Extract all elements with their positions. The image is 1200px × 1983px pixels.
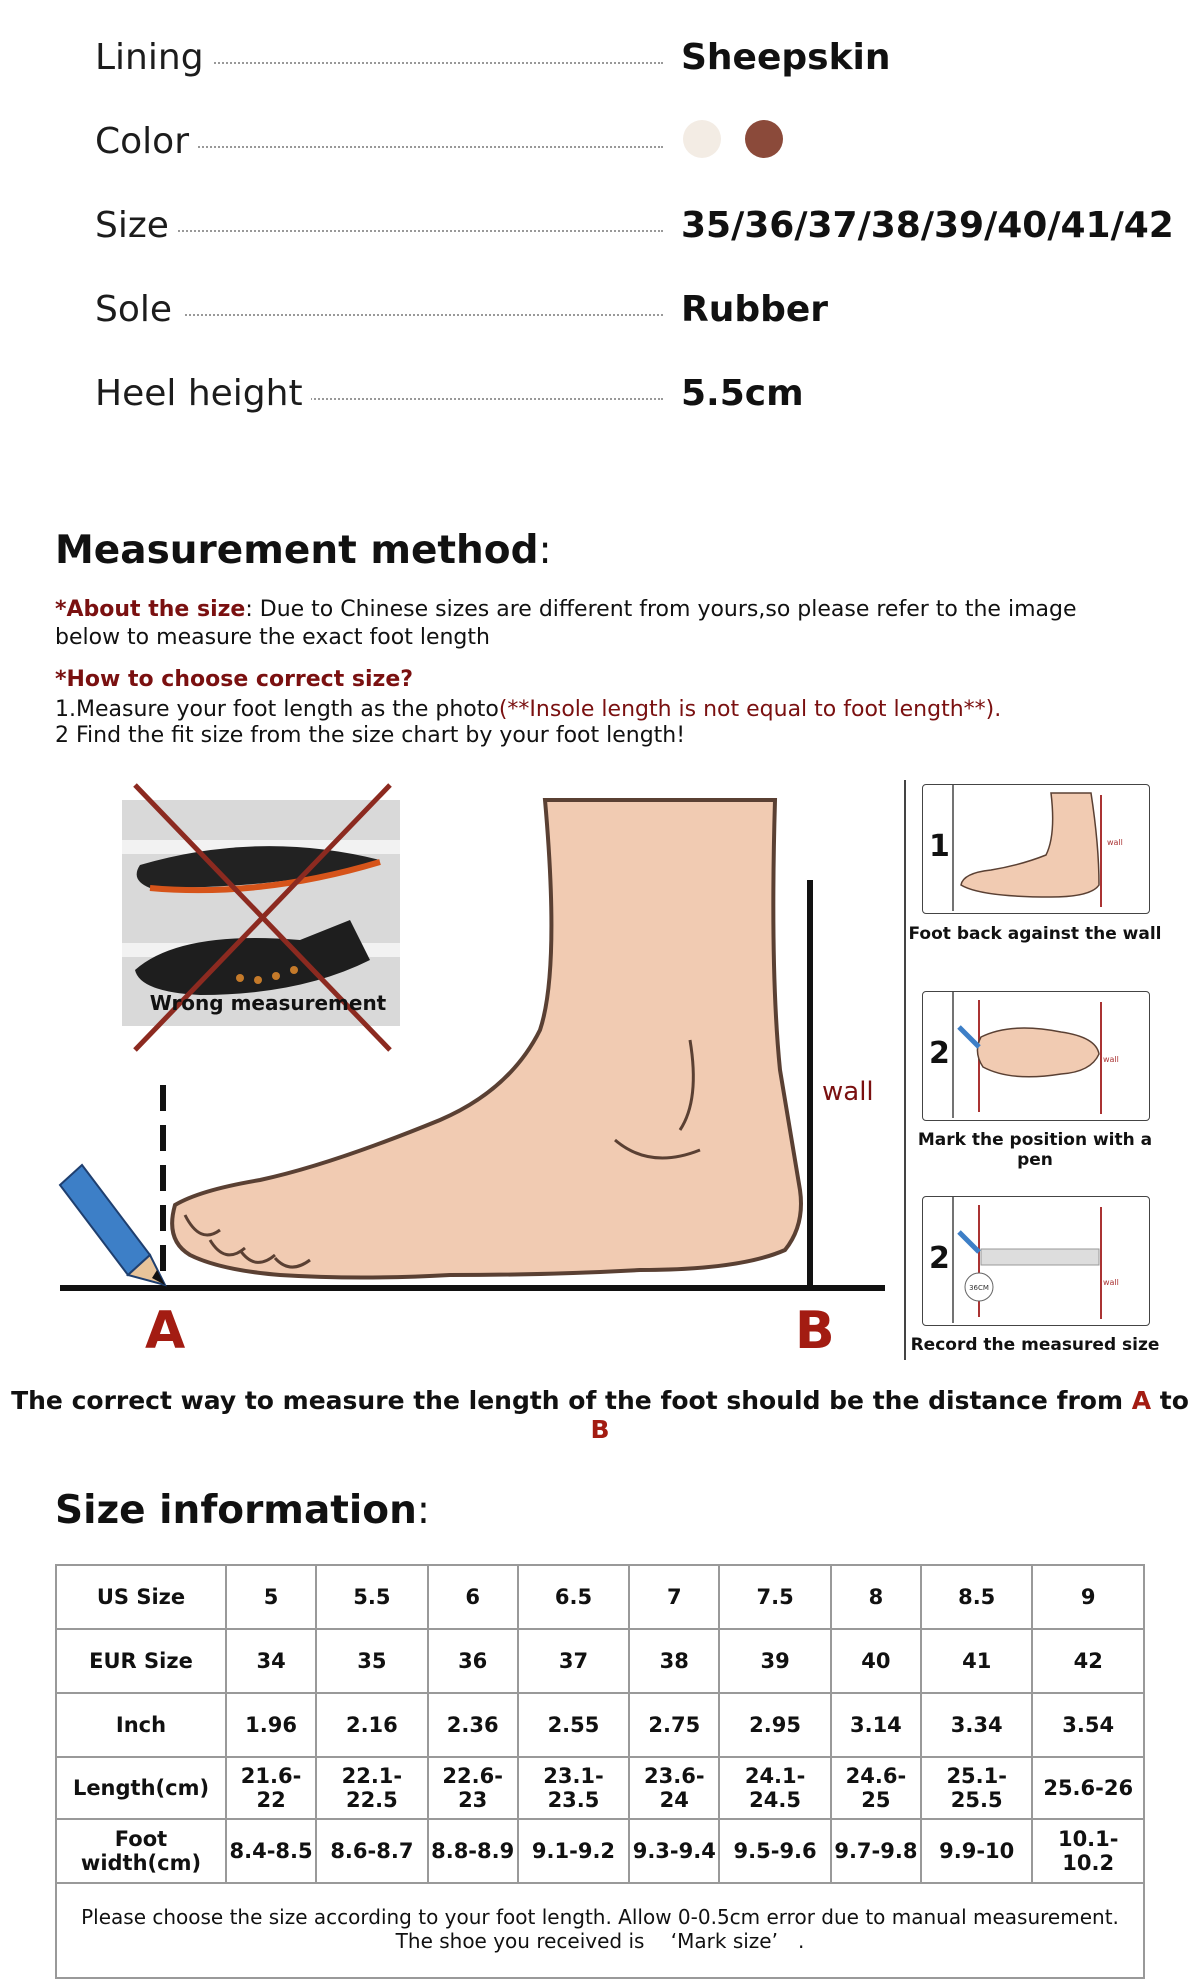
table-row — [56, 1819, 1144, 1883]
step-number: 2 — [929, 1241, 950, 1276]
table-row — [56, 1757, 1144, 1819]
table-cell: 8.5 — [921, 1565, 1032, 1629]
record-size-icon — [951, 1197, 1147, 1323]
table-cell: 36 — [428, 1629, 518, 1693]
mini-wall-label: wall — [1103, 1055, 1119, 1064]
spec-row-lining — [95, 28, 1105, 88]
table-cell: 6 — [428, 1565, 518, 1629]
about-size-label: *About the size — [55, 597, 246, 622]
correct-measure-text — [0, 1386, 1200, 1444]
row-header-cell: US Size — [56, 1565, 226, 1629]
how-to-label — [55, 666, 413, 694]
correct-measure-to: to — [1151, 1386, 1189, 1415]
table-cell: 39 — [719, 1629, 830, 1693]
size-info-title-colon: : — [416, 1488, 430, 1533]
mini-wall-label: wall — [1107, 838, 1123, 847]
step-caption-1: Foot back against the wall — [908, 924, 1162, 944]
step-box-2 — [922, 991, 1150, 1121]
step1-warning: (**Insole length is not equal to foot length**). — [498, 697, 1002, 722]
table-cell: 25.6-26 — [1032, 1757, 1144, 1819]
table-cell: 40 — [831, 1629, 921, 1693]
correct-measure-a: A — [1131, 1386, 1152, 1415]
row-header-cell: EUR Size — [56, 1629, 226, 1693]
table-cell: 2.16 — [316, 1693, 427, 1757]
size-note — [55, 1875, 1145, 1979]
mini-wall-label: wall — [1103, 1278, 1119, 1287]
table-cell: 25.1-25.5 — [921, 1757, 1032, 1819]
correct-measure-b: B — [590, 1415, 610, 1444]
dotted-leader — [295, 398, 663, 400]
wall-label: wall — [822, 1077, 874, 1107]
table-row — [56, 1629, 1144, 1693]
step2-text: 2 Find the fit size from the size chart by your foot length! — [55, 723, 686, 748]
dotted-leader — [195, 62, 663, 64]
step-caption-3: Record the measured size — [910, 1335, 1160, 1355]
table-cell: 24.6-25 — [831, 1757, 921, 1819]
point-b-label: B — [795, 1301, 835, 1361]
spec-label: Color — [95, 112, 197, 172]
table-cell: 5.5 — [316, 1565, 427, 1629]
step-box-3 — [922, 1196, 1150, 1326]
table-cell: 21.6-22 — [226, 1757, 316, 1819]
table-cell: 22.6-23 — [428, 1757, 518, 1819]
table-row — [56, 1693, 1144, 1757]
row-header-cell: Foot width(cm) — [56, 1819, 226, 1883]
table-cell: 9.7-9.8 — [831, 1819, 921, 1883]
step1-main: 1.Measure your foot length as the photo — [55, 697, 499, 722]
how-to-heading: *How to choose correct size? — [55, 667, 414, 692]
table-cell: 41 — [921, 1629, 1032, 1693]
table-cell: 38 — [629, 1629, 719, 1693]
table-cell: 8.6-8.7 — [316, 1819, 427, 1883]
step-box-1 — [922, 784, 1150, 914]
spec-label: Size — [95, 196, 177, 256]
table-cell: 1.96 — [226, 1693, 316, 1757]
row-header-cell: Length(cm) — [56, 1757, 226, 1819]
size-note-line1: Please choose the size according to your foot length. Allow 0-0.5cm error due to manual measurement. — [81, 1905, 1119, 1929]
spec-value: Rubber — [681, 289, 829, 330]
table-cell: 10.1-10.2 — [1032, 1819, 1144, 1883]
table-cell: 6.5 — [518, 1565, 629, 1629]
table-cell: 35 — [316, 1629, 427, 1693]
step-number: 1 — [929, 829, 950, 864]
pencil-icon — [60, 1165, 165, 1285]
dotted-leader — [195, 146, 663, 148]
size-info-title — [55, 1488, 430, 1533]
table-cell: 2.95 — [719, 1693, 830, 1757]
table-cell: 34 — [226, 1629, 316, 1693]
measured-badge: 36CM — [969, 1284, 989, 1292]
step-caption-2: Mark the position with a pen — [917, 1130, 1153, 1170]
measurement-title-colon: : — [538, 528, 552, 573]
row-header-cell: Inch — [56, 1693, 226, 1757]
measurement-title-text: Measurement method — [55, 528, 539, 573]
table-cell: 5 — [226, 1565, 316, 1629]
color-swatch-brown[interactable] — [745, 120, 783, 158]
table-cell: 9.9-10 — [921, 1819, 1032, 1883]
step1-text — [55, 696, 1001, 724]
table-cell: 9.1-9.2 — [518, 1819, 629, 1883]
table-cell: 9.3-9.4 — [629, 1819, 719, 1883]
size-note-line2: The shoe you received is ‘Mark size’ . — [395, 1929, 805, 1953]
table-cell: 2.36 — [428, 1693, 518, 1757]
spec-row-color — [95, 112, 1105, 172]
size-info-title-text: Size information — [55, 1488, 417, 1533]
table-row — [56, 1565, 1144, 1629]
about-size-text — [55, 596, 1135, 652]
table-cell: 9.5-9.6 — [719, 1819, 830, 1883]
wrong-measurement-label: Wrong measurement — [149, 991, 387, 1015]
table-cell: 23.6-24 — [629, 1757, 719, 1819]
table-cell: 8 — [831, 1565, 921, 1629]
size-table — [55, 1564, 1145, 1884]
dotted-leader — [185, 314, 663, 316]
spec-value: Sheepskin — [681, 37, 891, 78]
table-cell: 37 — [518, 1629, 629, 1693]
spec-value: 5.5cm — [681, 373, 804, 414]
mark-with-pen-icon — [951, 992, 1147, 1118]
table-cell: 2.55 — [518, 1693, 629, 1757]
spec-row-sole — [95, 280, 1105, 340]
table-cell: 3.34 — [921, 1693, 1032, 1757]
table-cell: 8.4-8.5 — [226, 1819, 316, 1883]
spec-label: Heel height — [95, 364, 311, 424]
table-cell: 23.1-23.5 — [518, 1757, 629, 1819]
table-cell: 42 — [1032, 1629, 1144, 1693]
measurement-title — [55, 528, 552, 573]
about-size-body: : Due to Chinese sizes are different from yours,so please refer to the image below to measure the exact foot length — [55, 597, 1077, 650]
table-cell: 7 — [629, 1565, 719, 1629]
table-cell: 7.5 — [719, 1565, 830, 1629]
table-cell: 3.54 — [1032, 1693, 1144, 1757]
point-a-label: A — [145, 1301, 186, 1361]
foot-against-wall-icon — [951, 785, 1147, 911]
spec-row-size — [95, 196, 1174, 256]
color-swatch-cream[interactable] — [683, 120, 721, 158]
table-cell: 9 — [1032, 1565, 1144, 1629]
table-cell: 3.14 — [831, 1693, 921, 1757]
table-cell: 22.1-22.5 — [316, 1757, 427, 1819]
spec-label: Sole — [95, 280, 180, 340]
spec-row-heel-height — [95, 364, 1105, 424]
dotted-leader — [175, 230, 663, 232]
table-cell: 2.75 — [629, 1693, 719, 1757]
correct-measure-body: The correct way to measure the length of the foot should be the distance from — [11, 1386, 1132, 1415]
table-cell: 24.1-24.5 — [719, 1757, 830, 1819]
spec-value: 35/36/37/38/39/40/41/42 — [681, 205, 1174, 246]
step-number: 2 — [929, 1036, 950, 1071]
table-cell: 8.8-8.9 — [428, 1819, 518, 1883]
spec-label: Lining — [95, 28, 212, 88]
